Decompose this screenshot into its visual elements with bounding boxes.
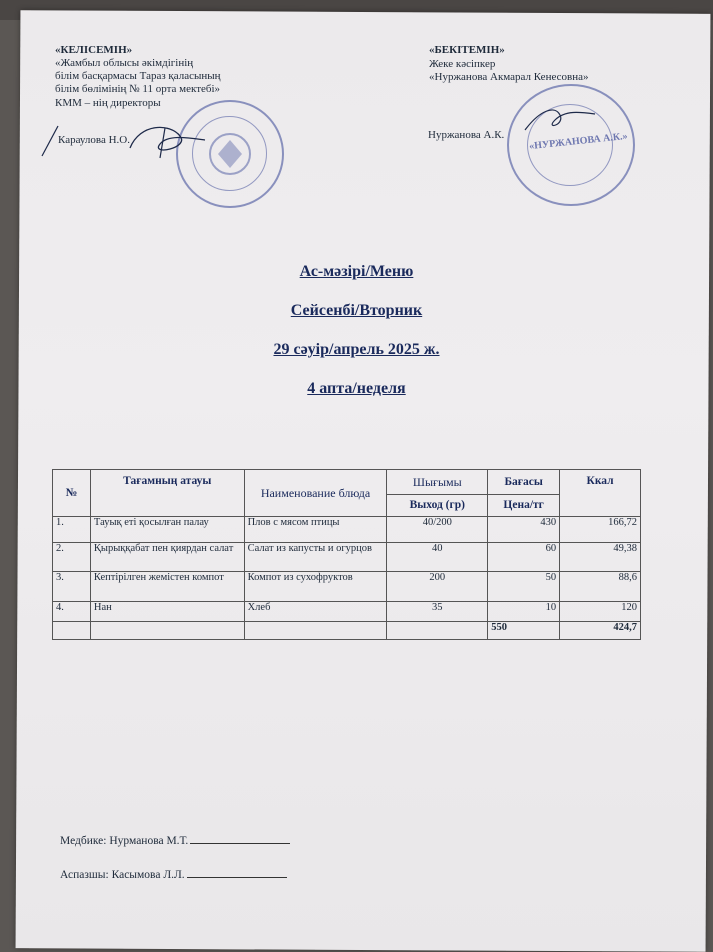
total-kcal: 424,7 <box>560 622 641 640</box>
dish-output: 40 <box>387 543 488 572</box>
nurse-signature-line <box>60 834 290 847</box>
header-kcal: Ккал <box>560 470 641 517</box>
approval-left-line: білім басқармасы Тараз қаласының <box>55 70 221 82</box>
approval-right-line: Жеке кәсіпкер <box>429 58 496 70</box>
dish-price: 50 <box>488 572 560 602</box>
row-number: 1. <box>53 517 91 543</box>
dish-kcal: 120 <box>560 602 641 622</box>
approval-left-line: КММ – нің директоры <box>55 97 161 109</box>
nurse-label: Медбике: Нурманова М.Т. <box>60 835 189 847</box>
header-output-kz: Шығымы <box>387 470 488 495</box>
approval-left-signer: Караулова Н.О. <box>58 134 130 146</box>
row-number: 4. <box>53 602 91 622</box>
approval-left-line: білім бөлімінің № 11 орта мектебі» <box>55 83 221 95</box>
approval-left-line: «Жамбыл облысы әкімдігінің <box>55 57 194 69</box>
dish-kcal: 49,38 <box>560 543 641 572</box>
week-title: 4 апта/неделя <box>307 380 406 397</box>
header-price-ru: Цена/тг <box>488 495 560 517</box>
table-row <box>53 572 641 602</box>
dish-output: 40/200 <box>387 517 488 543</box>
handwritten-signature-left <box>40 118 220 178</box>
cook-signature-line <box>60 868 287 881</box>
dish-price: 10 <box>488 602 560 622</box>
dish-name-kz: Нан <box>90 602 244 622</box>
dish-price: 60 <box>488 543 560 572</box>
cook-label: Аспазшы: Касымова Л.Л. <box>60 869 185 881</box>
dish-name-kz: Кептірілген жемістен компот <box>90 572 244 602</box>
header-dish-name-kz: Тағамның атауы <box>90 470 244 517</box>
dish-output: 200 <box>387 572 488 602</box>
handwritten-signature-right <box>520 100 600 140</box>
table-row <box>53 602 641 622</box>
day-title: Сейсенбі/Вторник <box>290 302 423 319</box>
dish-name-ru: Компот из сухофруктов <box>244 572 387 602</box>
header-dish-name-ru: Наименование блюда <box>244 470 387 517</box>
table-total-row <box>53 622 641 640</box>
dish-name-kz: Тауық еті қосылған палау <box>90 517 244 543</box>
dish-name-ru: Плов с мясом птицы <box>244 517 387 543</box>
header-number: № <box>53 470 91 517</box>
header-output-ru: Выход (гр) <box>387 495 488 517</box>
row-number: 3. <box>53 572 91 602</box>
table-header-row <box>53 470 641 495</box>
dish-name-ru: Хлеб <box>244 602 387 622</box>
dish-output: 35 <box>387 602 488 622</box>
entrepreneur-seal-stamp: «НУРЖАНОВА А.К.» <box>507 84 635 206</box>
approval-right-line: «Нуржанова Акмарал Кенесовна» <box>429 71 589 83</box>
total-price: 550 <box>488 622 560 640</box>
dish-price: 430 <box>488 517 560 543</box>
menu-title: Ас-мәзірі/Меню <box>299 263 414 280</box>
table-row <box>53 543 641 572</box>
date-title: 29 сәуір/апрель 2025 ж. <box>273 341 440 358</box>
table-row <box>53 517 641 543</box>
approval-left-heading: «КЕЛІСЕМІН» <box>55 44 133 56</box>
approval-right-heading: «БЕКІТЕМІН» <box>429 44 505 56</box>
dish-name-kz: Қырыққабат пен қиярдан салат <box>90 543 244 572</box>
approval-right-signer: Нуржанова А.К. <box>428 129 505 141</box>
dish-name-ru: Салат из капусты и огурцов <box>244 543 387 572</box>
dish-kcal: 166,72 <box>560 517 641 543</box>
menu-table <box>52 469 641 640</box>
header-price-kz: Бағасы <box>488 470 560 495</box>
dish-kcal: 88,6 <box>560 572 641 602</box>
row-number: 2. <box>53 543 91 572</box>
